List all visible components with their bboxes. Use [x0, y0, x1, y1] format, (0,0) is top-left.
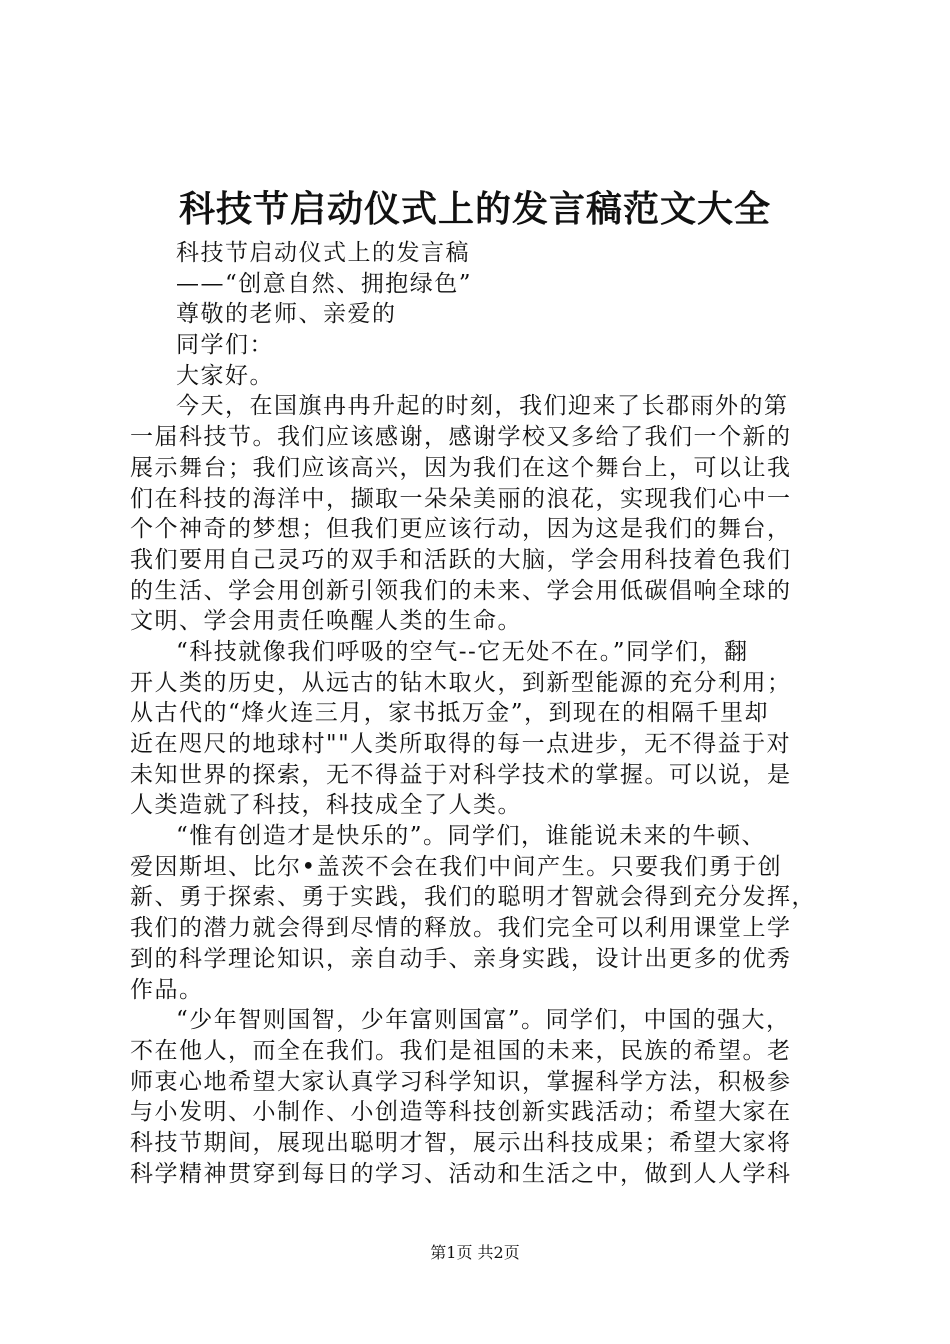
body-line: 科技节启动仪式上的发言稿 [176, 240, 470, 266]
body-line: 爱因斯坦、比尔•盖茨不会在我们中间产生。只要我们勇于创 [130, 853, 783, 880]
body-line: 作品。 [130, 976, 204, 1003]
body-line: 到的科学理论知识，亲自动手、亲身实践，设计出更多的优秀 [130, 945, 792, 972]
body-line: 新、勇于探索、勇于实践，我们的聪明才智就会得到充分发挥， [130, 884, 816, 911]
body-line: 未知世界的探索，无不得益于对科学技术的掌握。可以说，是 [130, 761, 792, 788]
body-line: 一届科技节。我们应该感谢，感谢学校又多给了我们一个新的 [130, 424, 792, 451]
body-line: 的生活、学会用创新引领我们的未来、学会用低碳倡响全球的 [130, 577, 792, 604]
body-line: 展示舞台；我们应该高兴，因为我们在这个舞台上，可以让我 [130, 454, 792, 481]
body-line: “少年智则国智，少年富则国富”。同学们，中国的强大， [176, 1007, 791, 1034]
body-line: 近在咫尺的地球村""人类所取得的每一点进步，无不得益于对 [130, 731, 792, 757]
document-title: 科技节启动仪式上的发言稿范文大全 [178, 188, 771, 230]
body-line: 文明、学会用责任唤醒人类的生命。 [130, 608, 522, 635]
body-line: 师衷心地希望大家认真学习科学知识，掌握科学方法，积极参 [130, 1068, 792, 1095]
body-line: 我们的潜力就会得到尽情的释放。我们完全可以利用课堂上学 [130, 915, 792, 942]
body-line: 尊敬的老师、亲爱的 [176, 301, 397, 328]
body-line: 大家好。 [176, 362, 274, 389]
body-line: ——“创意自然、拥抱绿色” [176, 270, 473, 297]
body-line: “科技就像我们呼吸的空气--它无处不在。”同学们，翻 [176, 638, 749, 665]
body-line: 科学精神贯穿到每日的学习、活动和生活之中，做到人人学科 [130, 1160, 792, 1187]
body-line: “惟有创造才是快乐的”。同学们，谁能说未来的牛顿、 [176, 823, 767, 850]
body-line: 与小发明、小制作、小创造等科技创新实践活动；希望大家在 [130, 1099, 792, 1126]
body-line: 同学们： [176, 332, 274, 359]
document-body [130, 238, 830, 1189]
body-line: 开人类的历史，从远古的钻木取火，到新型能源的充分利用； [130, 669, 792, 696]
body-line: 从古代的“烽火连三月，家书抵万金”，到现在的相隔千里却 [130, 700, 770, 727]
body-line: 个个神奇的梦想；但我们更应该行动，因为这是我们的舞台， [130, 516, 792, 543]
page-number-footer: 第1页 共2页 [430, 1243, 520, 1262]
body-line: 不在他人，而全在我们。我们是祖国的未来，民族的希望。老 [130, 1037, 792, 1064]
body-line: 人类造就了科技，科技成全了人类。 [130, 792, 522, 819]
body-line: 科技节期间，展现出聪明才智，展示出科技成果；希望大家将 [130, 1129, 792, 1156]
body-line: 们在科技的海洋中，撷取一朵朵美丽的浪花，实现我们心中一 [130, 485, 792, 512]
body-line: 我们要用自己灵巧的双手和活跃的大脑，学会用科技着色我们 [130, 546, 792, 573]
body-line: 今天，在国旗冉冉升起的时刻，我们迎来了长郡雨外的第 [176, 393, 789, 420]
